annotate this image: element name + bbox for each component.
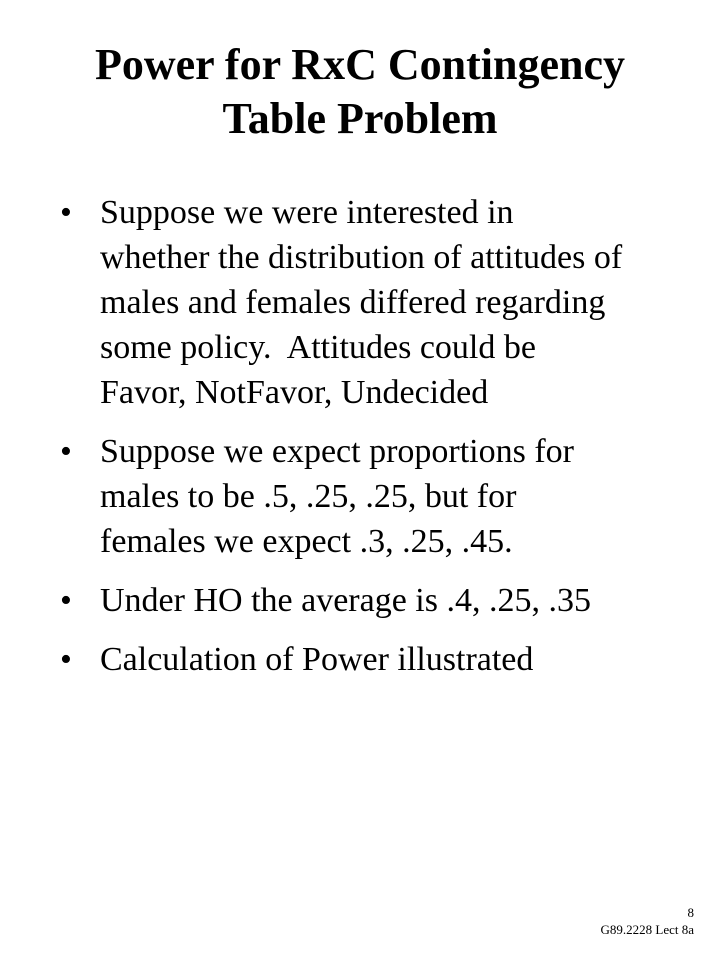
bullet-text-line: whether the distribution of attitudes of <box>100 239 623 276</box>
bullet-text-line: females we expect .3, .25, .45. <box>100 523 513 560</box>
bullet-text-line: males and females differed regarding <box>100 284 606 321</box>
bullet-item <box>60 190 700 415</box>
bullet-dot-icon: • <box>60 433 72 470</box>
bullet-text-line: Under HO the average is .4, .25, .35 <box>100 582 591 619</box>
course-label: G89.2228 Lect 8a <box>600 922 694 937</box>
bullet-dot-icon: • <box>60 641 72 678</box>
bullet-text-line: Suppose we expect proportions for <box>100 433 575 470</box>
bullet-text-line: some policy. Attitudes could be <box>100 329 536 366</box>
bullet-text-line: Suppose we were interested in <box>100 194 514 231</box>
slide-title-line-1: Power for RxC Contingency <box>95 40 625 89</box>
bullet-dot-icon: • <box>60 194 72 231</box>
page-number: 8 <box>687 905 694 920</box>
slide-title-line-2: Table Problem <box>222 94 498 143</box>
bullet-item <box>60 637 700 682</box>
bullet-item <box>60 429 700 564</box>
bullet-text-line: Calculation of Power illustrated <box>100 641 534 678</box>
bullet-item <box>60 578 700 623</box>
bullet-dot-icon: • <box>60 582 72 619</box>
bullet-text-line: Favor, NotFavor, Undecided <box>100 374 489 411</box>
bullet-list <box>60 190 700 696</box>
slide-footer <box>600 904 694 938</box>
slide-title <box>0 38 720 146</box>
bullet-text-line: males to be .5, .25, .25, but for <box>100 478 517 515</box>
